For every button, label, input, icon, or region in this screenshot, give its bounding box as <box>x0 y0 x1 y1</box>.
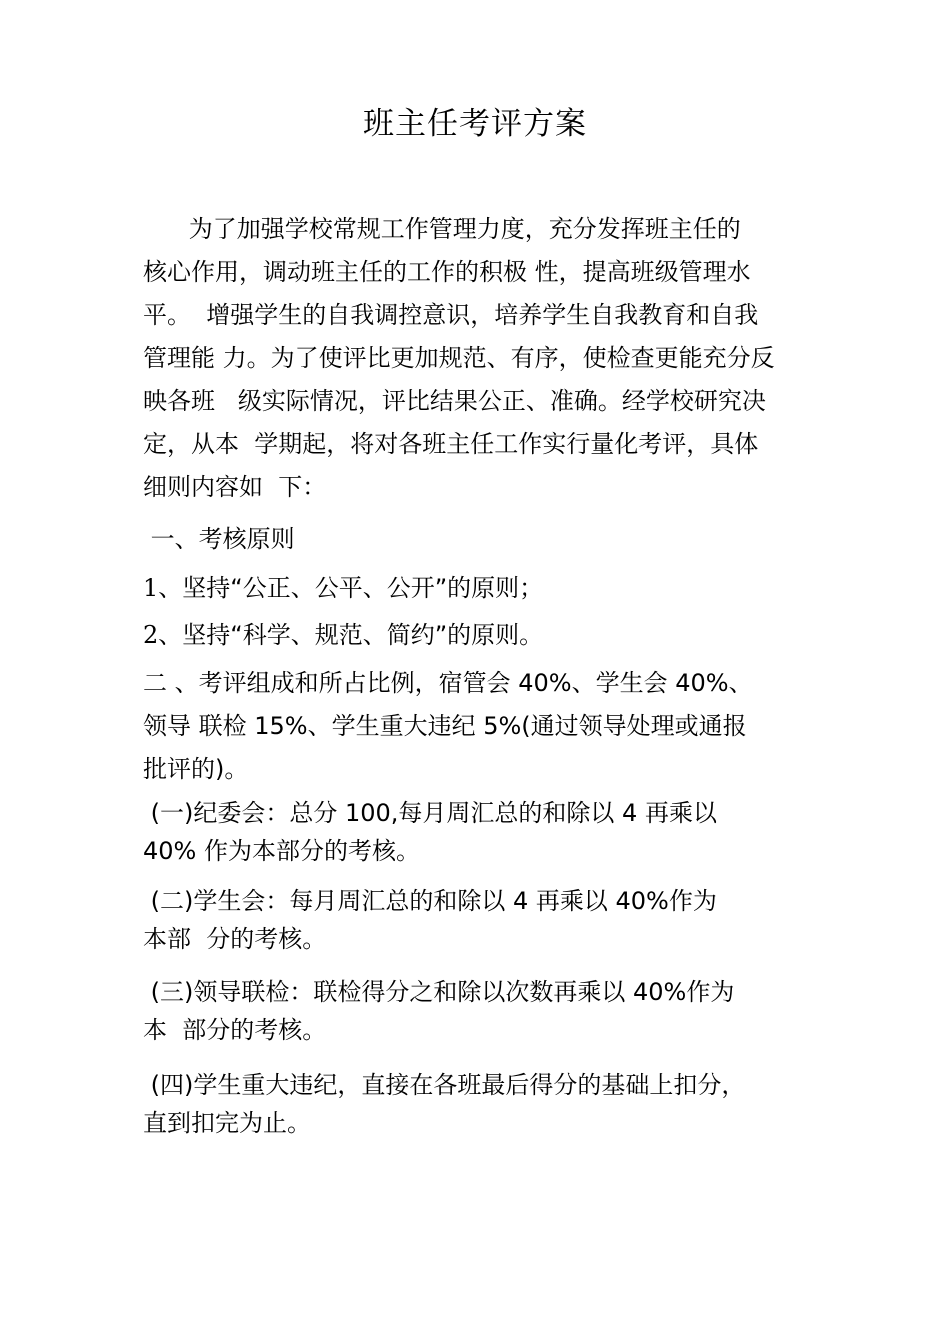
subsection-discipline-committee <box>143 794 823 870</box>
intro-line: 平。 增强学生的自我调控意识，培养学生自我教育和自我 <box>143 301 759 329</box>
subsection-line: 直到扣完为止。 <box>143 1109 311 1137</box>
section-composition-paragraph <box>143 662 823 791</box>
rule-number: 2 <box>143 621 159 649</box>
composition-line: 二 、考评组成和所占比例，宿管会 40%、学生会 40%、 <box>143 669 753 697</box>
subsection-major-violation <box>143 1066 823 1142</box>
section-heading-principles <box>143 518 823 561</box>
intro-line: 映各班 级实际情况，评比结果公正、准确。经学校研究决 <box>143 387 766 415</box>
intro-line: 核心作用，调动班主任的工作的积极 性，提高班级管理水 <box>143 258 751 286</box>
subsection-line: (二)学生会：每月周汇总的和除以 4 再乘以 40%作为 <box>143 887 717 915</box>
intro-line: 定，从本 学期起，将对各班主任工作实行量化考评，具体 <box>143 430 759 458</box>
document-title: 班主任考评方案 <box>363 106 587 142</box>
intro-line: 管理能 力。为了使评比更加规范、有序，使检查更能充分反 <box>143 344 775 372</box>
composition-line: 领导 联检 15%、学生重大违纪 5%(通过领导处理或通报 <box>143 712 747 740</box>
rule-number: 1 <box>143 574 159 602</box>
rule-item <box>143 614 823 657</box>
subsection-leader-inspection <box>143 973 823 1049</box>
subsection-line: 本 部分的考核。 <box>143 1016 327 1044</box>
subsection-line: (一)纪委会：总分 100,每月周汇总的和除以 4 再乘以 <box>143 799 717 827</box>
intro-paragraph <box>143 208 823 509</box>
rule-line <box>143 567 823 610</box>
section-heading-text: 一、考核原则 <box>143 525 295 553</box>
subsection-line: (三)领导联检：联检得分之和除以次数再乘以 40%作为 <box>143 978 735 1006</box>
intro-line: 为了加强学校常规工作管理力度，充分发挥班主任的 <box>143 215 741 243</box>
rule-text: 、坚持“科学、规范、简约”的原则。 <box>158 621 544 649</box>
intro-line: 细则内容如 下： <box>143 473 327 501</box>
rule-line <box>143 614 823 657</box>
subsection-line: 本部 分的考核。 <box>143 925 327 953</box>
subsection-line: 40% 作为本部分的考核。 <box>143 837 420 865</box>
rule-item <box>143 567 823 610</box>
composition-line: 批评的)。 <box>143 755 249 783</box>
subsection-student-union <box>143 882 823 958</box>
rule-text: 、坚持“公正、公平、公开”的原则； <box>158 574 544 602</box>
subsection-line: (四)学生重大违纪，直接在各班最后得分的基础上扣分， <box>143 1071 746 1099</box>
